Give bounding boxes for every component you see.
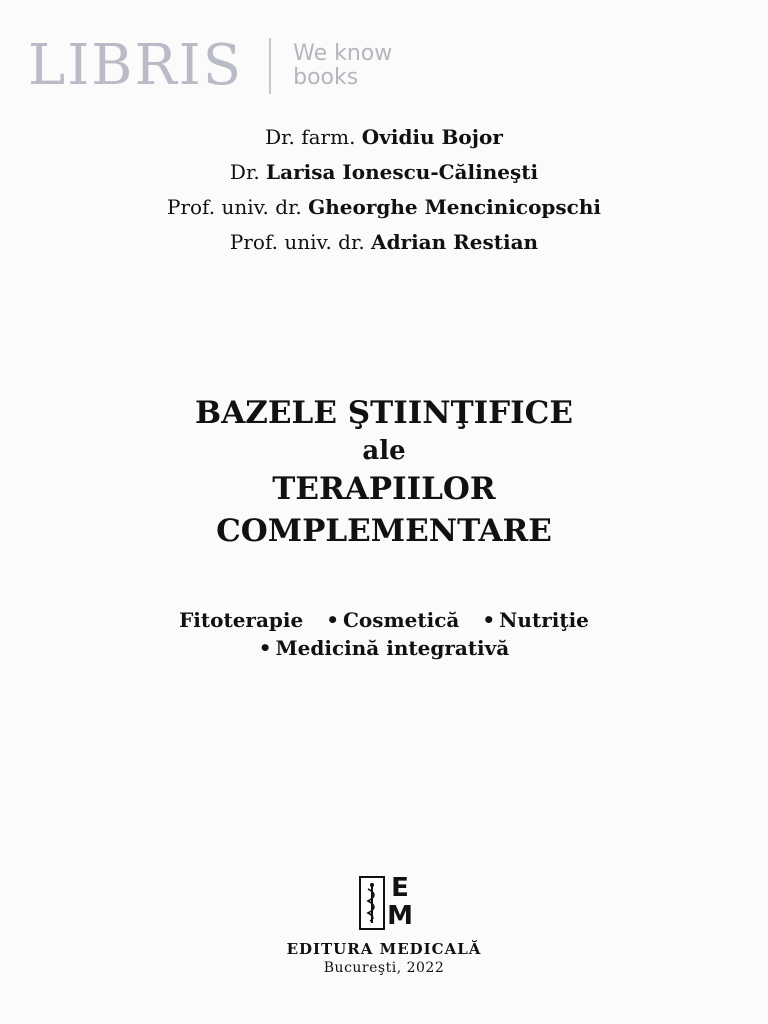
topic-item: • Medicină integrativă (258, 636, 510, 660)
author-title: Prof. univ. dr. (229, 230, 365, 254)
bullet-icon: • (482, 608, 496, 632)
author-line (0, 155, 768, 190)
tagline-line-2: books (293, 65, 359, 90)
bullet-icon: • (258, 636, 272, 660)
author-title: Prof. univ. dr. (167, 195, 302, 219)
topics-row-1 (0, 606, 768, 634)
topic-item: • Nutriţie (482, 608, 589, 632)
title-line-3: TERAPIILOR (272, 471, 496, 507)
author-line (0, 120, 768, 155)
publisher-logo (359, 873, 413, 931)
bullet-icon: • (326, 608, 339, 632)
topics-list (0, 606, 768, 662)
watermark-divider (269, 38, 271, 94)
author-title: Dr. farm. (265, 125, 356, 149)
author-name: Ovidiu Bojor (361, 125, 503, 149)
authors-list (0, 120, 768, 260)
title-line-4: COMPLEMENTARE (216, 513, 552, 549)
author-name: Gheorghe Mencinicopschi (308, 195, 601, 219)
topics-row-2 (0, 634, 768, 662)
tagline-line-1: We know (293, 41, 393, 66)
publisher-block (0, 873, 768, 977)
book-title (0, 392, 768, 552)
caduceus-icon (359, 876, 385, 930)
author-title: Dr. (229, 160, 260, 184)
publisher-logo-letters (387, 873, 413, 931)
publisher-place-year: Bucureşti, 2022 (323, 960, 445, 976)
title-line-1: BAZELE ŞTIINŢIFICE (195, 395, 573, 431)
publisher-name: EDITURA MEDICALĂ (286, 940, 482, 958)
topic-item: Fitoterapie (179, 608, 304, 632)
watermark-tagline (293, 42, 392, 90)
author-line (0, 190, 768, 225)
logo-letter-e: E (391, 873, 409, 903)
author-name: Adrian Restian (371, 230, 539, 254)
libris-logo: LIBRIS (28, 33, 244, 98)
libris-watermark (28, 33, 393, 98)
topic-item: • Cosmetică (326, 608, 460, 632)
author-name: Larisa Ionescu-Călineşti (266, 160, 539, 184)
logo-letter-m: M (387, 901, 413, 931)
author-line (0, 225, 768, 260)
title-line-2: ale (362, 436, 406, 466)
